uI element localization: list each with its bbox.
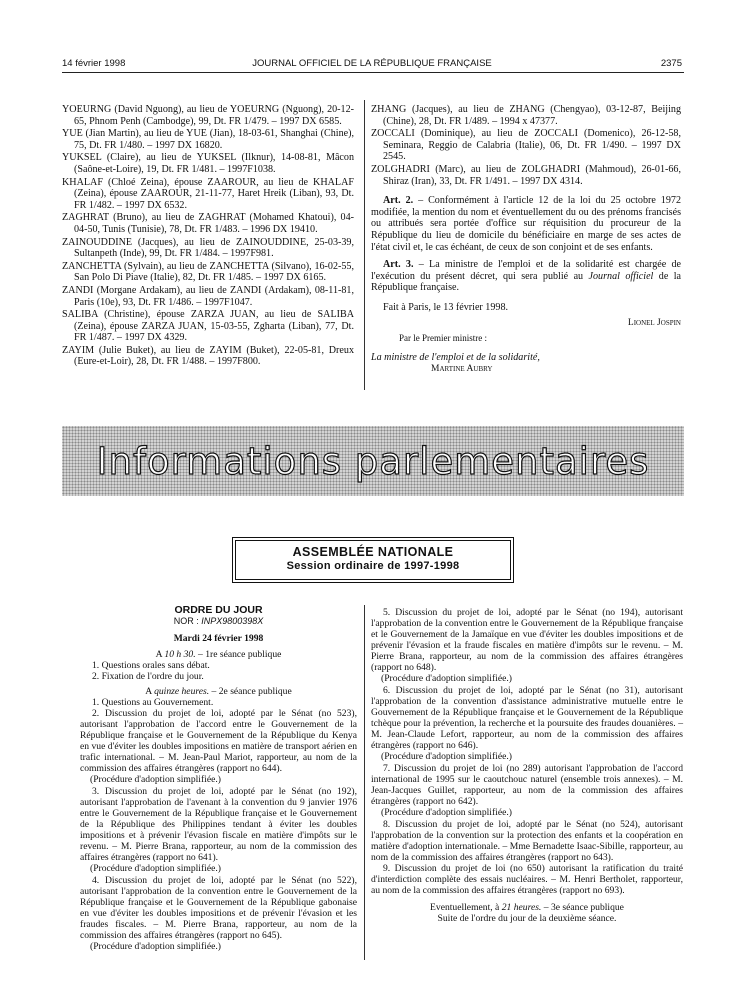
agenda-procedure: (Procédure d'adoption simplifiée.): [381, 673, 512, 684]
list-item: ZAYIM (Julie Buket), au lieu de ZAYIM (Buket), 22-05-81, Dreux (Eure-et-Loir), 28, Dt. FR 1/488. – 1997F800.: [62, 344, 354, 368]
session-title: Session ordinaire de 1997-1998: [286, 560, 460, 572]
list-item: ZOLGHADRI (Marc), au lieu de ZOLGHADRI (Mahmoud), 26-01-66, Shiraz (Iran), 33, Dt. FR 1/491. – 1997 DX 4314.: [371, 163, 681, 187]
agenda-item: 7. Discussion du projet de loi (no 289) autorisant l'approbation de l'accord international de 1995 sur le caoutchouc naturel (ensemble trois annexes). – M. Jean-Jacques Guillet, rapporteur, au nom de la commission des affaires étrangères (rapport no 642).: [371, 763, 683, 807]
agenda-item: 8. Discussion du projet de loi, adopté par le Sénat (no 524), autorisant l'approbation de la convention sur la protection des enfants et la coopération en matière d'adoption internationale. – Mme Bernadette Isaac-Sibille, rapporteur, au nom de la commission des affaires étrangères (rapport no 643).: [371, 819, 683, 863]
agenda-item: 9. Discussion du projet de loi (no 650) autorisant la ratification du traité d'interdiction complète des essais nucléaires. – M. Henri Bertholet, rapporteur, au nom de la commission des affaires étrangères (rapport no 693).: [371, 863, 683, 896]
agenda-procedure: (Procédure d'adoption simplifiée.): [90, 863, 221, 874]
header-page-number: 2375: [660, 58, 682, 69]
signature-minister: Martine Aubry: [431, 363, 493, 374]
agenda-date: Mardi 24 février 1998: [173, 633, 264, 644]
agenda-item: 2. Fixation de l'ordre du jour.: [92, 671, 204, 682]
agenda-item: 6. Discussion du projet de loi, adopté par le Sénat (no 31), autorisant l'approbation de la convention d'assistance administrative mutuelle entre le Gouvernement de la République française et le Gouvernement de la République tchèque pour la prévention, la recherche et la poursuite des fraudes douanières. – M. Jean-Claude Lefort, rapporteur, au nom de la commission des affaires étrangères (rapport no 646).: [371, 685, 683, 751]
signature-prime-minister: Lionel Jospin: [627, 317, 681, 328]
list-item: ZAGHRAT (Bruno), au lieu de ZAGHRAT (Mohamed Khatoui), 04-04-50, Tunis (Tunisie), 78, Dt. FR 1/483. – 1996 DX 19410.: [62, 212, 354, 235]
list-item: ZAINOUDDINE (Jacques), au lieu de ZAINOUDDINE, 25-03-39, Sultanpeth (Inde), 99, Dt. FR 1/484. – 1997F981.: [62, 236, 354, 260]
session-3-note: Suite de l'ordre du jour de la deuxième séance.: [437, 913, 617, 924]
agenda-right: [371, 607, 683, 924]
list-item: KHALAF (Chloé Zeina), épouse ZAAROUR, au lieu de KHALAF (Zeina), épouse ZAAROUR, 21-11-77, Haret Hreik (Liban), 93, Dt. FR 1/482. – 1997 DX 6532.: [62, 176, 354, 211]
signature-place-date: Fait à Paris, le 13 février 1998.: [383, 301, 509, 313]
agenda-item: 1. Questions au Gouvernement.: [92, 697, 214, 708]
agenda-item: 3. Discussion du projet de loi, adopté par le Sénat (no 192), autorisant l'approbation de l'avenant à la convention du 9 janvier 1976 entre le Gouvernement de la République française et le Gouvernement de la République des Philippines tendant à éviter les doubles impositions et à prévenir l'évasion fiscale en matière d'impôts sur le revenu. – M. Pierre Brana, rapporteur, au nom de la commission des affaires étrangères (rapport no 641).: [80, 786, 357, 863]
assembly-box: [232, 537, 514, 583]
name-list-right: [371, 104, 681, 375]
agenda-procedure: (Procédure d'adoption simplifiée.): [90, 941, 221, 952]
session-1-heading: A 10 h 30. – 1re séance publique: [155, 649, 282, 660]
list-item: SALIBA (Christine), épouse ZARZA JUAN, au lieu de SALIBA (Zeina), épouse ZARZA JUAN, 15-03-55, Zgharta (Liban), 77, Dt. FR 1/487. – 1997 DX 4329.: [62, 309, 354, 344]
article-2: Art. 2. – Conformément à l'article 12 de la loi du 25 octobre 1972 modifiée, la mention du nom et éventuellement du ou des prénoms francisés ou attribués sera portée d'office sur réquisition du procureur de la République du lieu de domicile du bénéficiaire en marge de ses actes de l'état civil et, le cas échéant, de ceux de son conjoint et de ses enfants.: [371, 195, 681, 253]
nor-reference: NOR : INPX9800398X: [173, 616, 264, 626]
article-3: Art. 3. – La ministre de l'emploi et de la solidarité est chargée de l'exécution du présent décret, qui sera publié au Journal officiel de la République française.: [371, 259, 682, 294]
agenda-procedure: (Procédure d'adoption simplifiée.): [381, 751, 512, 762]
agenda-item: 4. Discussion du projet de loi, adopté par le Sénat (no 522), autorisant l'approbation de la convention entre le Gouvernement de la République française et le Gouvernement de la République gabonaise en vue d'éviter les doubles impositions et de prévenir l'évasion et les fraudes fiscales. – M. Pierre Brana, rapporteur, au nom de la commission des affaires étrangères (rapport no 645).: [80, 875, 357, 941]
agenda-item: 2. Discussion du projet de loi, adopté par le Sénat (no 523), autorisant l'approbation de l'accord entre le Gouvernement de la République française et le Gouvernement de la République du Kenya en vue d'éviter les doubles impositions en matière de transport aérien en trafic international. – M. Jean-Paul Mariot, rapporteur, au nom de la commission des affaires étrangères (rapport no 644).: [80, 708, 357, 774]
header-journal-title: JOURNAL OFFICIEL DE LA RÉPUBLIQUE FRANÇAISE: [252, 58, 492, 69]
list-item: ZANCHETTA (Sylvain), au lieu de ZANCHETTA (Silvano), 16-02-55, San Polo Di Piave (Italie), 82, Dt. FR 1/485. – 1997 DX 6165.: [62, 260, 354, 284]
banner-title: Informations parlementaires: [96, 440, 650, 483]
list-item: YOEURNG (David Nguong), au lieu de YOEURNG (Nguong), 20-12-65, Phnom Penh (Cambodge), 99, Dt. FR 1/479. – 1997 DX 6585.: [62, 104, 354, 127]
session-2-heading: A quinze heures. – 2e séance publique: [145, 686, 292, 697]
list-item: ZOCCALI (Dominique), au lieu de ZOCCALI (Domenico), 26-12-58, Seminara, Reggio de Calabria (Italie), 06, Dt. FR 1/490. – 1997 DX 2545.: [371, 128, 681, 163]
agenda-column-divider: [364, 605, 365, 960]
list-item: ZANDI (Morgane Ardakam), au lieu de ZANDI (Ardakam), 08-11-81, Paris (10e), 93, Dt. FR 1/486. – 1997F1047.: [62, 284, 354, 308]
header-date: 14 février 1998: [62, 58, 126, 69]
agenda-title: ORDRE DU JOUR: [174, 604, 263, 616]
list-item: YUKSEL (Claire), au lieu de YUKSEL (Ilknur), 14-08-81, Mâcon (Saône-et-Loire), 19, Dt. FR 1/481. – 1997F1038.: [62, 152, 354, 175]
agenda-left: [80, 605, 357, 953]
agenda-procedure: (Procédure d'adoption simplifiée.): [90, 774, 221, 785]
signature-minister-title: La ministre de l'emploi et de la solidarité,: [371, 352, 540, 364]
session-3-heading: Eventuellement, à 21 heures. – 3e séance publique: [430, 902, 624, 913]
header-rule: [62, 72, 684, 73]
name-list-left: [62, 104, 354, 368]
section-banner: [62, 426, 684, 496]
list-item: YUE (Jian Martin), au lieu de YUE (Jian), 18-03-61, Shanghai (Chine), 75, Dt. FR 1/480. – 1997 DX 16820.: [62, 128, 354, 151]
list-item: ZHANG (Jacques), au lieu de ZHANG (Chengyao), 03-12-87, Beijing (Chine), 28, Dt. FR 1/489. – 1994 x 47377.: [371, 104, 681, 127]
agenda-item: 1. Questions orales sans débat.: [92, 660, 210, 671]
column-divider: [364, 100, 365, 390]
assembly-title: ASSEMBLÉE NATIONALE: [292, 545, 454, 559]
signature-by-pm: Par le Premier ministre :: [399, 332, 487, 343]
agenda-procedure: (Procédure d'adoption simplifiée.): [381, 807, 512, 818]
agenda-item: 5. Discussion du projet de loi, adopté par le Sénat (no 194), autorisant l'approbation de la convention entre le Gouvernement de la République française et le Gouvernement de la Jamaïque en vue d'éviter les doubles impositions et de prévenir l'évasion et la fraude fiscales en matière d'impôts sur le revenu. – M. Pierre Brana, rapporteur, au nom de la commission des affaires étrangères (rapport no 648).: [371, 607, 683, 673]
